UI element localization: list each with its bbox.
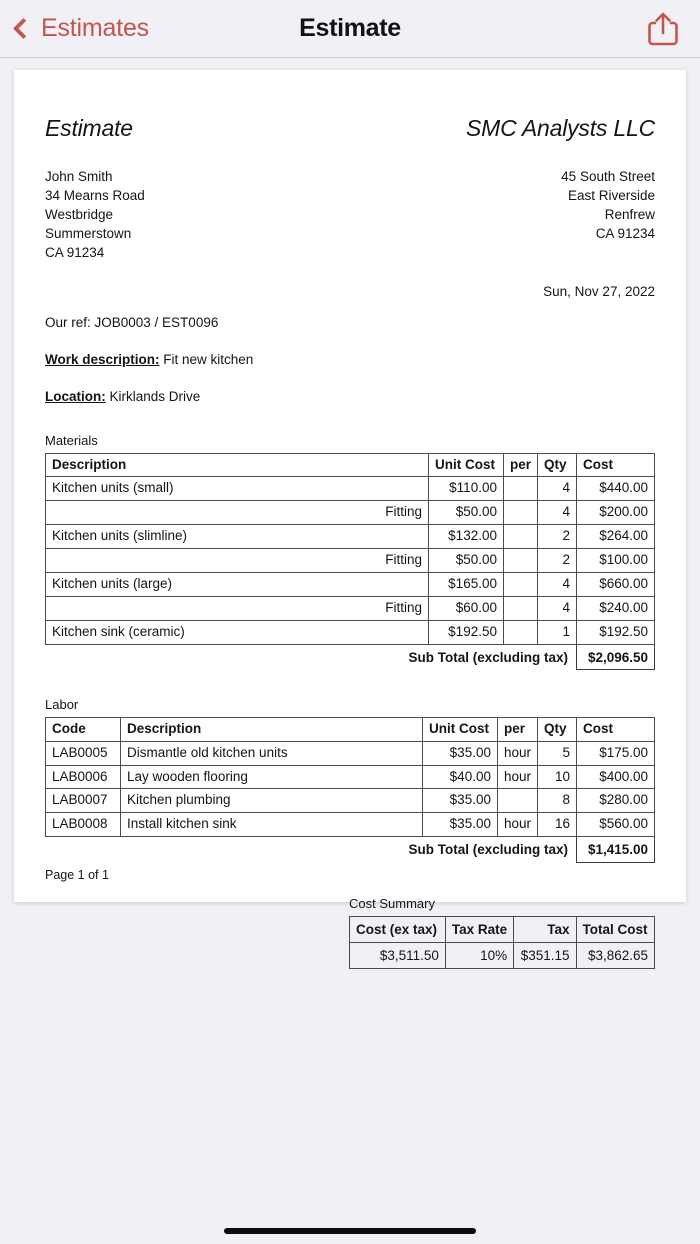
client-address-line: Summerstown (45, 226, 132, 242)
address-block (45, 167, 655, 263)
cell-description: Kitchen units (slimline) (46, 525, 429, 549)
cell-per: hour (497, 765, 537, 789)
cost-summary-section (349, 895, 655, 969)
cell-unit-cost: $110.00 (428, 477, 503, 501)
column-header-tax-rate: Tax Rate (445, 916, 513, 942)
table-row (46, 765, 655, 789)
materials-subtotal-label: Sub Total (excluding tax) (408, 649, 568, 665)
cell-unit-cost: $35.00 (422, 741, 497, 765)
chevron-left-icon (13, 18, 34, 39)
column-header-qty: Qty (538, 717, 577, 741)
cell-cost: $440.00 (577, 477, 655, 501)
table-row (46, 501, 655, 525)
cell-qty: 8 (538, 789, 577, 813)
table-row (350, 942, 655, 968)
company-address-line: Renfrew (604, 206, 655, 222)
cell-code: LAB0008 (46, 813, 121, 837)
cell-cost: $560.00 (577, 813, 655, 837)
cell-cost: $400.00 (577, 765, 655, 789)
cell-per (497, 789, 537, 813)
cell-per: hour (497, 741, 537, 765)
cell-per (503, 596, 537, 620)
company-name: SMC Analysts LLC (466, 115, 655, 141)
materials-subtotal-value: $2,096.50 (577, 644, 655, 670)
cell-unit-cost: $192.50 (428, 620, 503, 644)
column-header-description: Description (121, 717, 423, 741)
cell-cost: $280.00 (577, 789, 655, 813)
labor-subtotal-label: Sub Total (excluding tax) (408, 842, 568, 858)
cell-description: Kitchen sink (ceramic) (46, 620, 429, 644)
column-header-unit-cost: Unit Cost (428, 453, 503, 477)
cell-unit-cost: $40.00 (422, 765, 497, 789)
table-row (46, 477, 655, 501)
cell-per (503, 525, 537, 549)
table-header-row (46, 453, 655, 477)
cell-qty: 4 (538, 596, 577, 620)
column-header-description: Description (46, 453, 429, 477)
reference-line: Our ref: JOB0003 / EST0096 (45, 314, 219, 330)
client-address-line: CA 91234 (45, 245, 105, 261)
column-header-per: per (497, 717, 537, 741)
company-address-line: CA 91234 (595, 226, 655, 242)
cell-qty: 4 (538, 501, 577, 525)
cell-cost: $100.00 (577, 549, 655, 573)
client-address-line: Westbridge (45, 206, 114, 222)
cell-cost: $200.00 (577, 501, 655, 525)
materials-section (45, 432, 655, 670)
column-header-qty: Qty (538, 453, 577, 477)
column-header-code: Code (46, 717, 121, 741)
table-header-row (46, 717, 655, 741)
cell-unit-cost: $35.00 (422, 789, 497, 813)
client-address-line: 34 Mearns Road (45, 187, 145, 203)
back-button[interactable] (0, 14, 149, 43)
column-header-per: per (503, 453, 537, 477)
labor-subtotal-row (46, 837, 655, 863)
cell-qty: 5 (538, 741, 577, 765)
cell-per: hour (497, 813, 537, 837)
cell-per (503, 620, 537, 644)
cost-summary-caption: Cost Summary (349, 896, 435, 912)
cell-unit-cost: $132.00 (428, 525, 503, 549)
table-row (46, 549, 655, 573)
navigation-bar (0, 0, 700, 58)
table-row (46, 525, 655, 549)
cell-tax: $351.15 (514, 942, 576, 968)
cost-summary-table (349, 916, 655, 969)
share-button[interactable] (646, 10, 680, 48)
location-value: Kirklands Drive (109, 388, 201, 404)
document-title: Estimate (45, 115, 133, 141)
cell-description: Lay wooden flooring (121, 765, 423, 789)
labor-table-body (46, 741, 655, 862)
cell-cost: $240.00 (577, 596, 655, 620)
column-header-total-cost: Total Cost (576, 916, 654, 942)
client-address (45, 167, 145, 263)
cell-description: Install kitchen sink (121, 813, 423, 837)
labor-caption: Labor (45, 697, 79, 713)
materials-table (45, 453, 655, 671)
cell-description: Kitchen units (small) (46, 477, 429, 501)
materials-table-body (46, 477, 655, 670)
client-address-line: John Smith (45, 168, 113, 184)
materials-caption: Materials (45, 433, 98, 449)
table-row (46, 741, 655, 765)
page-number-footer: Page 1 of 1 (45, 868, 109, 883)
back-button-label: Estimates (41, 14, 149, 42)
company-address (561, 167, 655, 244)
location-label: Location: (45, 388, 106, 404)
cell-cost: $264.00 (577, 525, 655, 549)
work-description-value: Fit new kitchen (163, 351, 254, 367)
cell-tax-rate: 10% (445, 942, 513, 968)
cell-cost: $660.00 (577, 572, 655, 596)
cell-description: Kitchen units (large) (46, 572, 429, 596)
cell-qty: 10 (538, 765, 577, 789)
cell-per (503, 477, 537, 501)
cell-per (503, 501, 537, 525)
company-address-line: East Riverside (567, 187, 655, 203)
table-row (46, 813, 655, 837)
cell-cost: $192.50 (577, 620, 655, 644)
column-header-cost: Cost (577, 717, 655, 741)
share-icon (646, 10, 680, 48)
cell-unit-cost: $35.00 (422, 813, 497, 837)
cell-unit-cost: $60.00 (428, 596, 503, 620)
cell-qty: 2 (538, 525, 577, 549)
estimate-document-page (14, 70, 686, 963)
materials-subtotal-row (46, 644, 655, 670)
cell-qty: 1 (538, 620, 577, 644)
cell-qty: 16 (538, 813, 577, 837)
document-header (45, 100, 655, 145)
cell-code: LAB0006 (46, 765, 121, 789)
cell-description: Kitchen plumbing (121, 789, 423, 813)
company-address-line: 45 South Street (561, 168, 655, 184)
cell-qty: 2 (538, 549, 577, 573)
page-title: Estimate (299, 14, 401, 42)
cell-unit-cost: $165.00 (428, 572, 503, 596)
location-row (45, 387, 655, 406)
cell-code: LAB0007 (46, 789, 121, 813)
table-row (46, 596, 655, 620)
column-header-unit-cost: Unit Cost (422, 717, 497, 741)
cell-total-cost: $3,862.65 (576, 942, 654, 968)
cell-cost: $175.00 (577, 741, 655, 765)
document-body (14, 70, 686, 963)
labor-subtotal-value: $1,415.00 (577, 837, 655, 863)
cell-description: Fitting (46, 549, 429, 573)
column-header-cost-ex-tax: Cost (ex tax) (350, 916, 446, 942)
cell-unit-cost: $50.00 (428, 549, 503, 573)
cell-per (503, 572, 537, 596)
estimate-date: Sun, Nov 27, 2022 (543, 284, 655, 300)
cell-qty: 4 (538, 477, 577, 501)
home-indicator (224, 1228, 476, 1234)
work-description-row (45, 350, 655, 369)
cell-cost-ex-tax: $3,511.50 (350, 942, 446, 968)
column-header-cost: Cost (577, 453, 655, 477)
cell-description: Dismantle old kitchen units (121, 741, 423, 765)
table-row (46, 789, 655, 813)
table-header-row (350, 916, 655, 942)
cell-unit-cost: $50.00 (428, 501, 503, 525)
labor-table (45, 717, 655, 863)
table-row (46, 572, 655, 596)
cell-qty: 4 (538, 572, 577, 596)
cell-code: LAB0005 (46, 741, 121, 765)
labor-section (45, 696, 655, 863)
cell-description: Fitting (46, 501, 429, 525)
table-row (46, 620, 655, 644)
work-description-label: Work description: (45, 351, 160, 367)
column-header-tax: Tax (514, 916, 576, 942)
cell-description: Fitting (46, 596, 429, 620)
cell-per (503, 549, 537, 573)
